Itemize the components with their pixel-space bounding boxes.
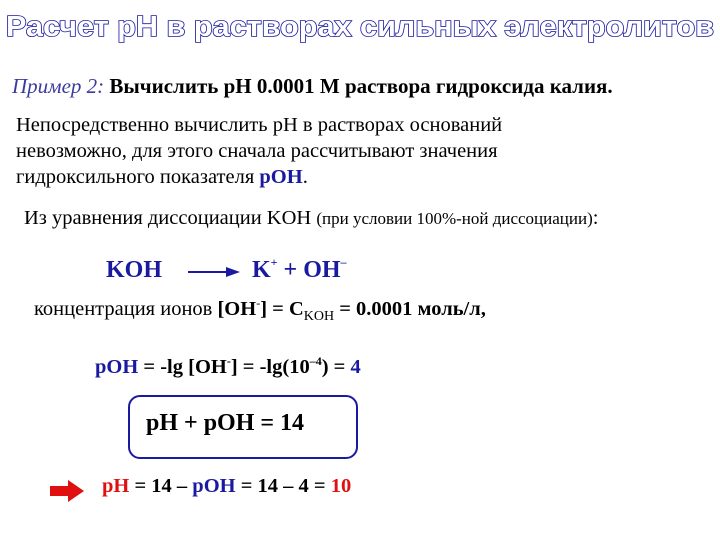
example-text: Вычислить рН 0.0001 М раствора гидроксида калия. — [109, 74, 613, 98]
para-line-3 — [16, 164, 502, 190]
conc-prefix: концентрация ионов — [34, 298, 218, 320]
example-label: Пример 2: — [12, 74, 105, 98]
equation-plus: + — [283, 257, 298, 283]
title-text: Расчет рН в растворах сильных электролитов — [6, 11, 714, 43]
poh-expr-charge: - — [226, 354, 231, 368]
poh-term: рОН — [259, 166, 303, 188]
para-line-3-text: гидроксильного показателя — [16, 166, 260, 188]
poh-expr-1: = -lg [OH — [138, 356, 227, 378]
product-oh: OH — [303, 257, 341, 283]
equation-products — [252, 257, 347, 284]
ph-result: 10 — [330, 475, 352, 497]
para-line-1: Непосредственно вычислить рН в растворах оснований — [16, 114, 503, 136]
ph-calculation — [102, 475, 351, 498]
dissociation-text: Из уравнения диссоциации KOH — [24, 207, 317, 229]
poh-result: 4 — [350, 356, 361, 378]
poh-expr-2: ] = -lg(10 — [230, 356, 310, 378]
conc-ion-close: ] = C — [260, 298, 304, 320]
para-line-2: невозможно, для этого сначала рассчитывают значения — [16, 140, 498, 162]
conc-ion-charge: - — [256, 296, 261, 310]
concentration-line — [34, 298, 486, 325]
conc-value: = 0.0001 моль/л, — [334, 298, 486, 320]
result-arrow-icon — [50, 480, 84, 502]
dissociation-condition: (при условии 100%-ной диссоциации) — [316, 209, 593, 228]
oh-charge: – — [340, 255, 347, 269]
dissociation-colon: : — [592, 207, 599, 229]
equation-reactant: KOH — [106, 257, 163, 283]
product-k: K — [252, 257, 271, 283]
k-charge: + — [270, 255, 278, 269]
para-period: . — [302, 166, 308, 188]
poh-exponent: –4 — [309, 354, 322, 368]
poh-calculation — [95, 356, 361, 379]
intro-paragraph — [16, 112, 502, 190]
conc-sub: KOH — [303, 309, 335, 325]
dissociation-line — [24, 207, 598, 230]
example-line — [12, 74, 613, 99]
ph-expr-1: = 14 – — [129, 475, 193, 497]
conc-ion-open: [OH — [217, 298, 257, 320]
poh-expr-3: ) = — [321, 356, 351, 378]
reaction-arrow-icon — [188, 264, 240, 280]
ph-label: рН — [102, 475, 130, 497]
poh-label: рОН — [95, 356, 139, 378]
page-title — [0, 6, 720, 46]
ph-expr-2: = 14 – 4 = — [235, 475, 331, 497]
key-relation-text: рН + рОН = 14 — [146, 410, 305, 436]
ph-poh-term: рОН — [192, 475, 236, 497]
